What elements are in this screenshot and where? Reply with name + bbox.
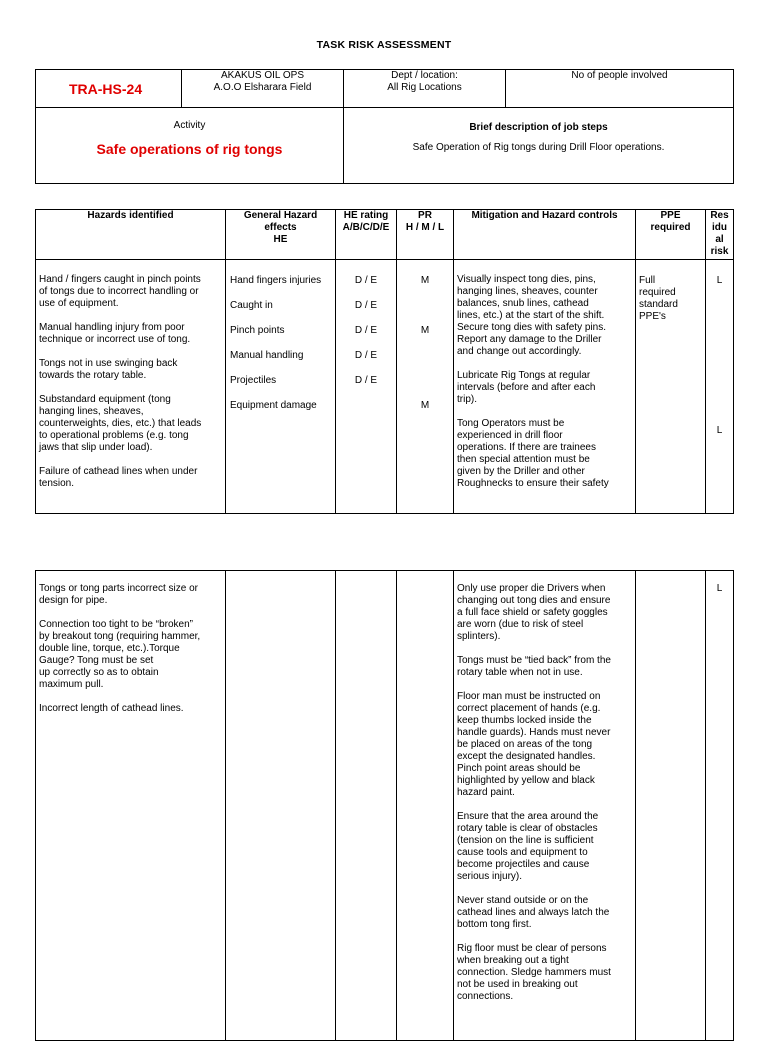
hazard-item: Substandard equipment (tong hanging lines, sheaves, counterweights, dies, etc.) that leads to operational problems (e.g. tong jaws that slip under load). [39, 394, 202, 453]
ppe-line: required [639, 287, 676, 298]
activity-value: Safe operations of rig tongs [96, 141, 283, 157]
col-mitigation: Mitigation and Hazard controls [454, 210, 636, 260]
hazard-item: Hand / fingers caught in pinch points of tongs due to incorrect handling or use of equipment. [39, 274, 201, 309]
column-header-row [36, 210, 734, 260]
mitigation-item: Lubricate Rig Tongs at regular intervals (before and after each trip). [457, 370, 596, 405]
rating-cell [336, 260, 397, 514]
hazards-table [35, 209, 734, 514]
ppe-line: standard [639, 299, 678, 310]
mitigation-item: Never stand outside or on the cathead lines and always latch the bottom tong first. [457, 895, 610, 930]
ppe-cell [636, 260, 706, 514]
mitigation-item: Rig floor must be clear of persons when breaking out a tight connection. Sledge hammers must not be used in breaking out connections. [457, 943, 611, 1002]
hazard-item: Connection too tight to be “broken” by breakout tong (requiring hammer, double line, torque, etc.).Torque Gauge? Tong must be set up correctly so as to obtain maximum pull. [39, 619, 201, 690]
effect-item: Caught in [230, 300, 273, 311]
field-name: A.O.O Elsharara Field [213, 82, 312, 93]
effect-item: Pinch points [230, 325, 285, 336]
hazards-cell [36, 260, 226, 514]
dept-cell [344, 70, 506, 108]
hazards-cell [36, 571, 226, 1041]
hazard-item: Incorrect length of cathead lines. [39, 703, 184, 714]
pr-value [397, 350, 453, 375]
rating-value: D / E [354, 350, 378, 361]
col-pr: PR H / M / L [397, 210, 454, 260]
hazard-item: Failure of cathead lines when under tension. [39, 466, 198, 489]
ref-number: TRA-HS-24 [69, 80, 143, 97]
rating-value: D / E [354, 325, 378, 336]
dept-value: All Rig Locations [387, 82, 462, 93]
activity-cell [36, 108, 344, 184]
dept-label: Dept / location: [391, 70, 458, 81]
effect-item: Hand fingers injuries [230, 275, 322, 286]
rating-cell [336, 571, 397, 1041]
people-label: No of people involved [571, 70, 668, 81]
effect-item: Manual handling [230, 350, 304, 361]
pr-value: M [420, 325, 430, 336]
ppe-line: Full [639, 275, 656, 286]
description-value: Safe Operation of Rig tongs during Drill Floor operations. [412, 142, 665, 153]
effects-cell [226, 260, 336, 514]
residual-value: L [716, 425, 723, 436]
residual-value: L [716, 583, 723, 594]
header-table [35, 69, 734, 184]
mitigation-item: Floor man must be instructed on correct placement of hands (e.g. keep thumbs locked inside the handle guards). Hands must never be placed on areas of the tong except the designated handles. Pinch point areas should be highlighted by yellow and black hazard paint. [457, 691, 611, 798]
pr-value [397, 375, 453, 400]
col-residual: Res idu al risk [706, 210, 734, 260]
description-cell [344, 108, 734, 184]
col-he: General Hazard effects HE [226, 210, 336, 260]
ppe-line: PPE's [639, 311, 666, 322]
effect-item: Projectiles [230, 375, 277, 386]
rating-value: D / E [354, 375, 378, 386]
mitigation-item: Tongs must be “tied back” from the rotary table when not in use. [457, 655, 611, 678]
mitigation-item: Only use proper die Drivers when changing out tong dies and ensure a full face shield or safety goggles are worn (due to risk of steel splinters). [457, 583, 611, 642]
rating-value [336, 400, 396, 425]
mitigation-item: Visually inspect tong dies, pins, hanging lines, sheaves, counter balances, snub lines, cathead lines, etc.) at the start of the shift. Secure tong dies with safety pins. Report any damage to the Driller and change out accordingly. [457, 274, 606, 357]
pr-value: M [420, 400, 430, 411]
pr-cell [397, 571, 454, 1041]
mitigation-item: Ensure that the area around the rotary table is clear of obstacles (tension on the line is sufficient cause tools and equipment to become projectiles and cause serious injury). [457, 811, 599, 882]
hazard-item: Tongs or tong parts incorrect size or design for pipe. [39, 583, 198, 606]
mitigation-cell [454, 571, 636, 1041]
residual-cell [706, 571, 734, 1041]
document-title: TASK RISK ASSESSMENT [316, 39, 452, 51]
table-row [36, 260, 734, 514]
col-ppe: PPE required [636, 210, 706, 260]
company-cell [182, 70, 344, 108]
activity-label: Activity [173, 120, 206, 131]
ppe-cell [636, 571, 706, 1041]
hazards-continuation-table [35, 570, 734, 1041]
pr-cell [397, 260, 454, 514]
col-rating: HE rating A/B/C/D/E [336, 210, 397, 260]
pr-value: M [420, 275, 430, 286]
residual-cell [706, 260, 734, 514]
col-hazards: Hazards identified [36, 210, 226, 260]
hazard-item: Tongs not in use swinging back towards the rotary table. [39, 358, 178, 381]
mitigation-cell [454, 260, 636, 514]
mitigation-item: Tong Operators must be experienced in drill floor operations. If there are trainees then special attention must be given by the Driller and other Roughnecks to ensure their safety [457, 418, 609, 489]
effects-cell [226, 571, 336, 1041]
effect-item: Equipment damage [230, 400, 317, 411]
table-row [36, 571, 734, 1041]
rating-value: D / E [354, 300, 378, 311]
ref-cell [36, 70, 182, 108]
residual-value: L [716, 275, 723, 286]
description-label: Brief description of job steps [469, 122, 608, 133]
company-name: AKAKUS OIL OPS [221, 70, 304, 81]
pr-value [397, 300, 453, 325]
rating-value: D / E [354, 275, 378, 286]
people-cell [506, 70, 734, 108]
hazard-item: Manual handling injury from poor technique or incorrect use of tong. [39, 322, 191, 345]
